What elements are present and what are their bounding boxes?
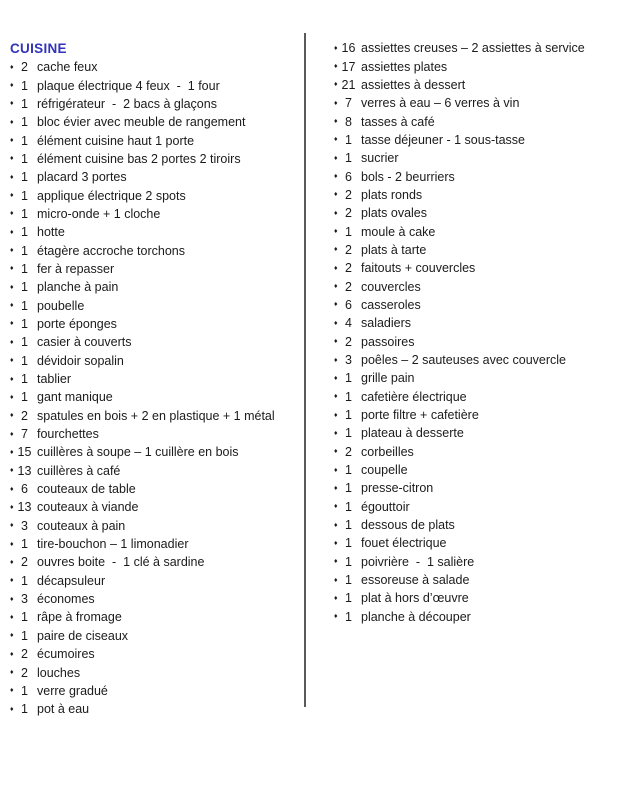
- list-item: [10, 333, 304, 351]
- item-label: couteaux à pain: [37, 518, 126, 533]
- bullet-icon: ♦: [10, 265, 14, 273]
- list-item: [10, 645, 304, 663]
- item-quantity: 8: [345, 114, 352, 129]
- item-label: tablier: [37, 372, 72, 387]
- list-item: [334, 406, 614, 424]
- bullet-icon: ♦: [334, 173, 338, 181]
- item-label: égouttoir: [361, 499, 410, 514]
- list-item: [334, 94, 614, 112]
- list-item: [334, 479, 614, 497]
- bullet-icon: ♦: [334, 594, 338, 602]
- item-quantity: 3: [345, 353, 352, 368]
- bullet-icon: ♦: [334, 356, 338, 364]
- item-label: applique électrique 2 spots: [37, 188, 186, 203]
- item-label: réfrigérateur - 2 bacs à glaçons: [37, 96, 217, 111]
- item-label: tasses à café: [361, 114, 435, 129]
- item-label: élément cuisine haut 1 porte: [37, 133, 195, 148]
- bullet-icon: ♦: [334, 136, 338, 144]
- list-item: [10, 627, 304, 645]
- bullet-icon: ♦: [334, 521, 338, 529]
- list-item: [334, 369, 614, 387]
- bullet-icon: ♦: [334, 246, 338, 254]
- item-quantity: 2: [345, 261, 352, 276]
- bullet-icon: ♦: [334, 466, 338, 474]
- right-column: [334, 39, 614, 626]
- bullet-icon: ♦: [10, 650, 14, 658]
- item-label: couvercles: [361, 279, 421, 294]
- item-quantity: 1: [345, 573, 352, 588]
- bullet-icon: ♦: [334, 191, 338, 199]
- list-item: [10, 205, 304, 223]
- list-item: [10, 352, 304, 370]
- list-item: [10, 425, 304, 443]
- list-item: [10, 535, 304, 553]
- item-label: corbeilles: [361, 444, 414, 459]
- item-quantity: 1: [345, 408, 352, 423]
- list-item: [334, 314, 614, 332]
- item-label: poêles – 2 sauteuses avec couvercle: [361, 353, 566, 368]
- item-label: essoreuse à salade: [361, 573, 470, 588]
- list-item: [334, 57, 614, 75]
- item-label: plats ronds: [361, 187, 423, 202]
- item-label: sucrier: [361, 151, 399, 166]
- bullet-icon: ♦: [334, 411, 338, 419]
- item-label: élément cuisine bas 2 portes 2 tiroirs: [37, 151, 241, 166]
- bullet-icon: ♦: [334, 118, 338, 126]
- item-label: ouvres boite - 1 clé à sardine: [37, 555, 205, 570]
- item-quantity: 1: [21, 133, 28, 148]
- item-quantity: 6: [21, 482, 28, 497]
- bullet-icon: ♦: [10, 173, 14, 181]
- item-label: verres à eau – 6 verres à vin: [361, 96, 520, 111]
- list-item: [334, 424, 614, 442]
- bullet-icon: ♦: [334, 448, 338, 456]
- item-label: saladiers: [361, 316, 412, 331]
- bullet-icon: ♦: [334, 503, 338, 511]
- item-quantity: 1: [21, 225, 28, 240]
- item-label: plaque électrique 4 feux - 1 four: [37, 78, 220, 93]
- bullet-icon: ♦: [10, 522, 14, 530]
- list-item: [10, 315, 304, 333]
- bullet-icon: ♦: [10, 357, 14, 365]
- bullet-icon: ♦: [334, 558, 338, 566]
- list-item: [334, 277, 614, 295]
- list-item: [334, 131, 614, 149]
- list-item: [10, 241, 304, 259]
- bullet-icon: ♦: [334, 393, 338, 401]
- bullet-icon: ♦: [334, 576, 338, 584]
- list-item: [334, 149, 614, 167]
- item-label: bloc évier avec meuble de rangement: [37, 115, 246, 130]
- list-item: [10, 95, 304, 113]
- item-label: spatules en bois + 2 en plastique + 1 métal: [37, 408, 275, 423]
- item-label: fouet électrique: [361, 536, 447, 551]
- item-label: râpe à fromage: [37, 610, 122, 625]
- bullet-icon: ♦: [10, 320, 14, 328]
- list-item: [334, 259, 614, 277]
- bullet-icon: ♦: [334, 283, 338, 291]
- bullet-icon: ♦: [10, 118, 14, 126]
- list-item: [334, 39, 614, 57]
- item-quantity: 2: [345, 279, 352, 294]
- bullet-icon: ♦: [10, 283, 14, 291]
- list-item: [334, 296, 614, 314]
- item-quantity: 2: [345, 444, 352, 459]
- item-label: étagère accroche torchons: [37, 243, 186, 258]
- item-quantity: 1: [345, 389, 352, 404]
- item-label: faitouts + couvercles: [361, 261, 476, 276]
- list-item: [10, 150, 304, 168]
- list-item: [334, 388, 614, 406]
- item-label: hotte: [37, 225, 65, 240]
- list-item: [334, 498, 614, 516]
- list-item: [10, 223, 304, 241]
- list-item: [334, 443, 614, 461]
- item-label: dessous de plats: [361, 518, 455, 533]
- bullet-icon: ♦: [334, 613, 338, 621]
- list-item: [10, 462, 304, 480]
- list-item: [334, 186, 614, 204]
- item-label: cuillères à café: [37, 463, 121, 478]
- item-label: porte éponges: [37, 316, 117, 331]
- item-quantity: 1: [345, 132, 352, 147]
- item-quantity: 3: [21, 518, 28, 533]
- list-item: [334, 204, 614, 222]
- bullet-icon: ♦: [10, 467, 14, 475]
- item-quantity: 1: [21, 280, 28, 295]
- list-item: [334, 333, 614, 351]
- item-label: décapsuleur: [37, 573, 106, 588]
- item-label: écumoires: [37, 647, 95, 662]
- bullet-icon: ♦: [10, 613, 14, 621]
- item-quantity: 1: [21, 628, 28, 643]
- item-label: planche à pain: [37, 280, 119, 295]
- item-label: plateau à desserte: [361, 426, 464, 441]
- list-item: [10, 388, 304, 406]
- item-quantity: 1: [345, 426, 352, 441]
- list-item: [334, 553, 614, 571]
- bullet-icon: ♦: [10, 412, 14, 420]
- right-item-list: [334, 39, 614, 626]
- item-label: planche à découper: [361, 609, 471, 624]
- item-quantity: 2: [21, 665, 28, 680]
- item-quantity: 1: [21, 188, 28, 203]
- item-quantity: 2: [345, 206, 352, 221]
- item-label: plats ovales: [361, 206, 428, 221]
- item-quantity: 2: [345, 187, 352, 202]
- bullet-icon: ♦: [10, 228, 14, 236]
- list-item: [10, 498, 304, 516]
- bullet-icon: ♦: [10, 100, 14, 108]
- bullet-icon: ♦: [10, 687, 14, 695]
- item-label: fer à repasser: [37, 261, 115, 276]
- list-item: [334, 461, 614, 479]
- bullet-icon: ♦: [10, 192, 14, 200]
- left-column: [10, 39, 304, 718]
- item-quantity: 1: [21, 298, 28, 313]
- bullet-icon: ♦: [334, 154, 338, 162]
- item-quantity: 13: [17, 463, 32, 478]
- item-label: presse-citron: [361, 481, 434, 496]
- item-label: plats à tarte: [361, 242, 427, 257]
- item-label: dévidoir sopalin: [37, 353, 124, 368]
- item-quantity: 1: [21, 115, 28, 130]
- item-quantity: 3: [21, 592, 28, 607]
- item-quantity: 6: [345, 169, 352, 184]
- list-item: [10, 278, 304, 296]
- item-label: tasse déjeuner - 1 sous-tasse: [361, 132, 525, 147]
- item-quantity: 1: [345, 518, 352, 533]
- item-quantity: 1: [345, 224, 352, 239]
- item-label: couteaux à viande: [37, 500, 139, 515]
- bullet-icon: ♦: [10, 155, 14, 163]
- item-label: paire de ciseaux: [37, 628, 129, 643]
- item-quantity: 15: [17, 445, 32, 460]
- item-label: assiettes plates: [361, 59, 448, 74]
- bullet-icon: ♦: [334, 338, 338, 346]
- item-quantity: 1: [345, 463, 352, 478]
- list-item: [334, 241, 614, 259]
- bullet-icon: ♦: [334, 209, 338, 217]
- item-quantity: 1: [345, 536, 352, 551]
- item-quantity: 1: [345, 481, 352, 496]
- list-item: [334, 351, 614, 369]
- item-label: économes: [37, 592, 95, 607]
- bullet-icon: ♦: [10, 210, 14, 218]
- item-quantity: 7: [345, 96, 352, 111]
- item-quantity: 21: [341, 77, 356, 92]
- list-item: [10, 186, 304, 204]
- bullet-icon: ♦: [334, 63, 338, 71]
- item-label: assiettes creuses – 2 assiettes à service: [361, 41, 585, 56]
- list-item: [10, 517, 304, 535]
- list-item: [334, 516, 614, 534]
- item-label: gant manique: [37, 390, 113, 405]
- list-item: [10, 663, 304, 681]
- item-quantity: 1: [21, 573, 28, 588]
- item-label: coupelle: [361, 463, 408, 478]
- list-item: [334, 608, 614, 626]
- item-label: casseroles: [361, 297, 421, 312]
- list-item: [334, 112, 614, 130]
- item-quantity: 1: [21, 96, 28, 111]
- item-quantity: 1: [21, 372, 28, 387]
- bullet-icon: ♦: [10, 485, 14, 493]
- list-item: [10, 480, 304, 498]
- item-label: cafetière électrique: [361, 389, 467, 404]
- bullet-icon: ♦: [10, 540, 14, 548]
- item-label: passoires: [361, 334, 415, 349]
- bullet-icon: ♦: [10, 577, 14, 585]
- bullet-icon: ♦: [10, 393, 14, 401]
- list-item: [10, 608, 304, 626]
- bullet-icon: ♦: [334, 99, 338, 107]
- item-quantity: 1: [21, 353, 28, 368]
- bullet-icon: ♦: [10, 302, 14, 310]
- item-label: poivrière - 1 salière: [361, 554, 475, 569]
- item-label: micro-onde + 1 cloche: [37, 206, 161, 221]
- item-quantity: 1: [21, 78, 28, 93]
- list-item: [10, 572, 304, 590]
- list-item: [10, 296, 304, 314]
- bullet-icon: ♦: [10, 448, 14, 456]
- bullet-icon: ♦: [334, 81, 338, 89]
- item-label: couteaux de table: [37, 482, 136, 497]
- bullet-icon: ♦: [334, 44, 338, 52]
- item-quantity: 6: [345, 297, 352, 312]
- item-quantity: 1: [21, 390, 28, 405]
- list-item: [10, 553, 304, 571]
- bullet-icon: ♦: [334, 484, 338, 492]
- item-label: plat à hors d’œuvre: [361, 591, 469, 606]
- list-item: [10, 260, 304, 278]
- list-item: [334, 76, 614, 94]
- bullet-icon: ♦: [10, 375, 14, 383]
- item-quantity: 1: [21, 537, 28, 552]
- bullet-icon: ♦: [334, 319, 338, 327]
- item-quantity: 1: [21, 683, 28, 698]
- list-item: [334, 589, 614, 607]
- list-item: [10, 113, 304, 131]
- list-item: [334, 571, 614, 589]
- item-quantity: 1: [345, 499, 352, 514]
- bullet-icon: ♦: [10, 503, 14, 511]
- item-label: grille pain: [361, 371, 415, 386]
- bullet-icon: ♦: [10, 338, 14, 346]
- bullet-icon: ♦: [334, 374, 338, 382]
- column-divider: [304, 33, 306, 707]
- list-item: [10, 370, 304, 388]
- bullet-icon: ♦: [10, 82, 14, 90]
- item-quantity: 1: [21, 335, 28, 350]
- item-quantity: 16: [341, 41, 356, 56]
- bullet-icon: ♦: [334, 539, 338, 547]
- list-item: [334, 222, 614, 240]
- item-label: louches: [37, 665, 81, 680]
- bullet-icon: ♦: [10, 247, 14, 255]
- item-label: tire-bouchon – 1 limonadier: [37, 537, 189, 552]
- bullet-icon: ♦: [10, 705, 14, 713]
- item-quantity: 1: [345, 554, 352, 569]
- bullet-icon: ♦: [334, 429, 338, 437]
- left-item-list: [10, 58, 304, 718]
- item-label: cuillères à soupe – 1 cuillère en bois: [37, 445, 239, 460]
- item-quantity: 2: [21, 555, 28, 570]
- item-quantity: 2: [345, 334, 352, 349]
- item-quantity: 2: [21, 60, 28, 75]
- item-label: pot à eau: [37, 702, 90, 717]
- item-quantity: 1: [21, 206, 28, 221]
- list-item: [10, 58, 304, 76]
- item-quantity: 2: [345, 242, 352, 257]
- bullet-icon: ♦: [10, 595, 14, 603]
- bullet-icon: ♦: [10, 430, 14, 438]
- item-label: casier à couverts: [37, 335, 132, 350]
- bullet-icon: ♦: [10, 669, 14, 677]
- list-item: [10, 590, 304, 608]
- list-item: [10, 407, 304, 425]
- item-quantity: 1: [21, 261, 28, 276]
- item-quantity: 7: [21, 427, 28, 442]
- item-quantity: 1: [345, 591, 352, 606]
- list-item: [10, 168, 304, 186]
- item-quantity: 1: [21, 610, 28, 625]
- list-item: [10, 682, 304, 700]
- item-quantity: 1: [345, 151, 352, 166]
- item-label: assiettes à dessert: [361, 77, 466, 92]
- item-label: moule à cake: [361, 224, 436, 239]
- item-label: placard 3 portes: [37, 170, 127, 185]
- list-item: [334, 534, 614, 552]
- list-item: [10, 76, 304, 94]
- bullet-icon: ♦: [10, 63, 14, 71]
- item-label: cache feux: [37, 60, 98, 75]
- item-label: poubelle: [37, 298, 85, 313]
- item-quantity: 1: [21, 702, 28, 717]
- page-title: CUISINE: [10, 41, 67, 56]
- bullet-icon: ♦: [10, 558, 14, 566]
- list-item: [10, 131, 304, 149]
- item-quantity: 1: [21, 151, 28, 166]
- list-item: [10, 443, 304, 461]
- bullet-icon: ♦: [334, 264, 338, 272]
- item-quantity: 1: [21, 316, 28, 331]
- item-label: porte filtre + cafetière: [361, 408, 479, 423]
- list-item: [334, 167, 614, 185]
- item-label: bols - 2 beurriers: [361, 169, 455, 184]
- item-quantity: 1: [21, 170, 28, 185]
- item-quantity: 1: [21, 243, 28, 258]
- list-item: [10, 700, 304, 718]
- item-quantity: 2: [21, 647, 28, 662]
- item-quantity: 17: [341, 59, 356, 74]
- item-quantity: 1: [345, 609, 352, 624]
- bullet-icon: ♦: [10, 137, 14, 145]
- item-label: fourchettes: [37, 427, 99, 442]
- item-quantity: 2: [21, 408, 28, 423]
- item-label: verre gradué: [37, 683, 108, 698]
- item-quantity: 4: [345, 316, 352, 331]
- item-quantity: 13: [17, 500, 32, 515]
- bullet-icon: ♦: [334, 301, 338, 309]
- bullet-icon: ♦: [10, 632, 14, 640]
- bullet-icon: ♦: [334, 228, 338, 236]
- item-quantity: 1: [345, 371, 352, 386]
